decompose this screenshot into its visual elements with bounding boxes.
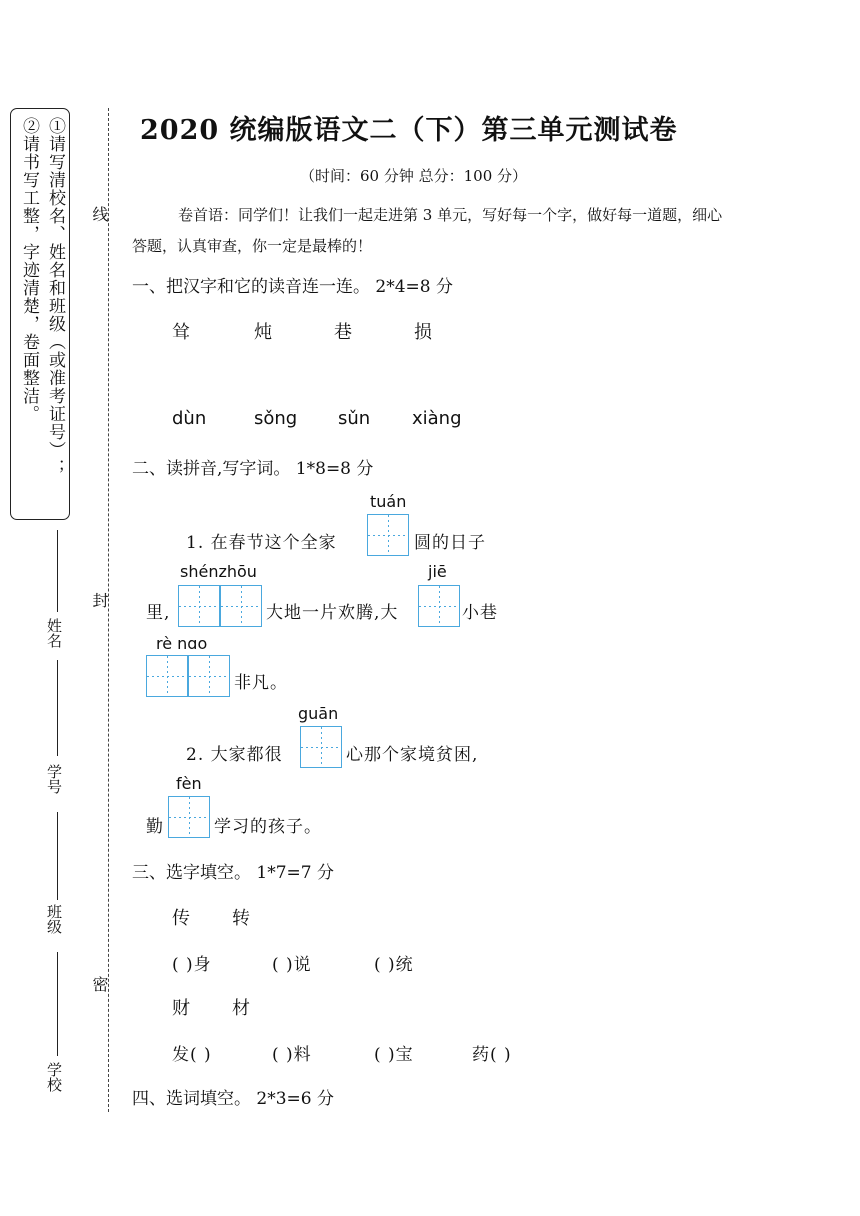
q2-heading: 二、读拼音,写字词。 1*8=8 分 [132, 459, 374, 479]
class-label: 班级 [45, 904, 63, 934]
q2-pinyin-jie: jiē [428, 562, 447, 581]
name-label: 姓名 [45, 618, 63, 648]
answer-box[interactable] [418, 585, 460, 627]
q3-blank[interactable]: 发( ) [172, 1045, 212, 1065]
q3-blank[interactable]: ( )宝 [374, 1045, 414, 1065]
name-underline [57, 530, 58, 612]
q2-text: 1. 在春节这个全家 [186, 533, 337, 553]
q2-text: 大地一片欢腾,大 [266, 603, 399, 623]
answer-box[interactable] [188, 655, 230, 697]
q2-text: 非凡。 [234, 673, 288, 693]
answer-box[interactable] [178, 585, 220, 627]
q3-choice-char: 材 [232, 998, 250, 1019]
q3-blank[interactable]: ( )说 [272, 955, 312, 975]
q3-heading: 三、选字填空。 1*7=7 分 [132, 863, 334, 883]
q1-pinyin: xiàng [412, 408, 462, 429]
q2-pinyin-tuan: tuán [370, 492, 407, 511]
q1-char: 巷 [334, 322, 352, 343]
id-underline [57, 660, 58, 756]
q3-blank[interactable]: ( )统 [374, 955, 414, 975]
q1-char: 耸 [172, 322, 190, 343]
notice-line-2: ②请书写工整，字迹清楚，卷面整洁。 [19, 117, 39, 423]
q1-pinyin: sǔn [338, 408, 371, 429]
q1-pinyin: dùn [172, 408, 207, 429]
q3-choice-char: 转 [232, 908, 250, 929]
q2-text: 小巷 [462, 603, 498, 623]
answer-box[interactable] [300, 726, 342, 768]
seal-char-feng: 封 [90, 592, 109, 608]
page-title: 2020 统编版语文二（下）第三单元测试卷 [140, 115, 678, 146]
q2-text: 心那个家境贫困, [346, 745, 479, 765]
seal-char-mi: 密 [90, 976, 109, 992]
q2-text: 里, [146, 603, 171, 623]
seal-dashed-line [108, 108, 109, 1112]
intro-paragraph: 卷首语：同学们！让我们一起走进第 3 单元，写好每一个字，做好每一道题，细心答题，认真审查，你一定是最棒的！ [132, 206, 723, 255]
q1-char: 炖 [254, 322, 272, 343]
q2-text: 圆的日子 [414, 533, 486, 553]
q2-text: 学习的孩子。 [214, 817, 322, 837]
notice-line-1: ①请写清校名、姓名和班级（或准考证号）； [45, 117, 65, 477]
q3-choice-char: 传 [172, 908, 190, 929]
exam-info: （时间：60 分钟 总分：100 分） [300, 167, 528, 185]
q2-pinyin-renao: rè nɑo [156, 634, 208, 653]
q3-blank[interactable]: 药( ) [472, 1045, 512, 1065]
seal-char-xian: 线 [90, 206, 109, 222]
q3-choice-char: 财 [172, 998, 190, 1019]
class-underline [57, 812, 58, 900]
school-label: 学校 [45, 1062, 63, 1092]
answer-box[interactable] [367, 514, 409, 556]
answer-box[interactable] [220, 585, 262, 627]
q2-pinyin-shenzhou: shénzhōu [180, 562, 257, 581]
q3-blank[interactable]: ( )身 [172, 955, 212, 975]
q1-pinyin: sǒng [254, 408, 298, 429]
school-underline [57, 952, 58, 1056]
notice-box [10, 108, 70, 520]
q3-blank[interactable]: ( )料 [272, 1045, 312, 1065]
q2-text: 2. 大家都很 [186, 745, 283, 765]
q1-char: 损 [414, 322, 432, 343]
q1-heading: 一、把汉字和它的读音连一连。 2*4=8 分 [132, 277, 453, 297]
q2-text: 勤 [146, 817, 164, 837]
q2-pinyin-guan: guān [298, 704, 339, 723]
id-label: 学号 [45, 764, 63, 794]
q2-pinyin-fen: fèn [176, 774, 202, 793]
answer-box[interactable] [168, 796, 210, 838]
q4-heading: 四、选词填空。 2*3=6 分 [132, 1089, 334, 1109]
answer-box[interactable] [146, 655, 188, 697]
